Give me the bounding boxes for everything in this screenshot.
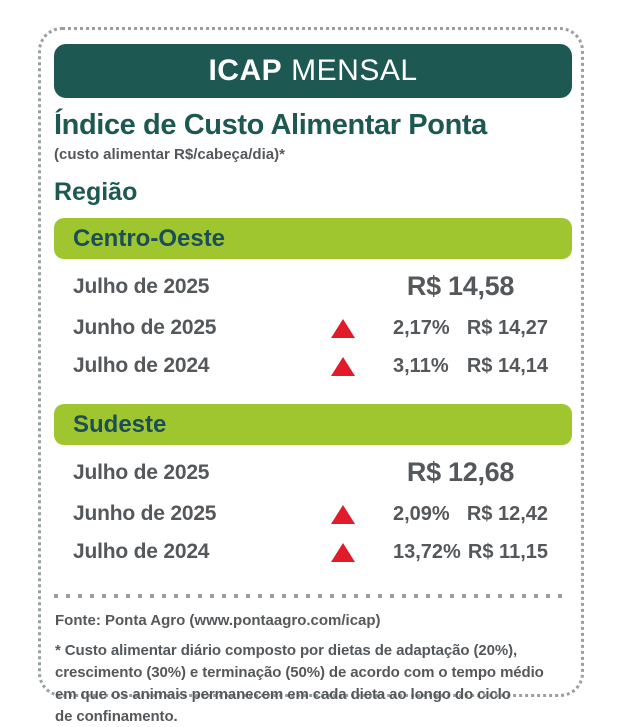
source-line: Fonte: Ponta Agro (www.pontaagro.com/icap) <box>54 612 572 629</box>
data-row-comparison <box>54 495 572 533</box>
current-value: R$ 12,68 <box>373 457 548 488</box>
footnote-line: crescimento (30%) e terminação (50%) de acordo com o tempo médio <box>55 662 572 684</box>
icap-report-card <box>38 27 584 697</box>
region-name: Centro-Oeste <box>73 225 225 253</box>
period-label: Julho de 2025 <box>73 275 329 299</box>
region-header-sudeste <box>54 404 572 445</box>
data-row-comparison <box>54 533 572 571</box>
badge-primary-text: ICAP <box>208 54 282 88</box>
delta-percent: 2,17% <box>373 317 453 340</box>
dotted-divider <box>54 594 566 598</box>
region-rows-sudeste <box>54 450 572 571</box>
data-row-current <box>54 264 572 309</box>
footnote-line: * Custo alimentar diário composto por dietas de adaptação (20%), <box>55 640 572 662</box>
footnote-line: em que os animais permanecem em cada dieta ao longo do ciclo <box>55 684 572 706</box>
page-subtitle: (custo alimentar R$/cabeça/dia)* <box>54 146 572 163</box>
arrow-up-icon <box>329 543 373 562</box>
region-rows-centro-oeste <box>54 264 572 385</box>
arrow-up-icon <box>329 319 373 338</box>
icap-mensal-badge <box>54 44 572 98</box>
period-value: R$ 11,15 <box>453 541 548 564</box>
period-label: Julho de 2025 <box>73 461 329 485</box>
delta-percent: 2,09% <box>373 503 453 526</box>
current-value: R$ 14,58 <box>373 271 548 302</box>
region-section-label: Região <box>54 178 572 207</box>
arrow-up-icon <box>329 505 373 524</box>
data-row-comparison <box>54 347 572 385</box>
period-label: Julho de 2024 <box>73 354 329 378</box>
region-header-centro-oeste <box>54 218 572 259</box>
period-label: Julho de 2024 <box>73 540 329 564</box>
footnote <box>54 640 572 727</box>
delta-percent: 13,72% <box>373 541 453 564</box>
period-label: Junho de 2025 <box>73 316 329 340</box>
data-row-current <box>54 450 572 495</box>
period-value: R$ 14,27 <box>453 317 548 340</box>
period-value: R$ 14,14 <box>453 355 548 378</box>
footnote-line: de confinamento. <box>55 706 572 727</box>
badge-secondary-text: MENSAL <box>291 54 417 88</box>
page-title: Índice de Custo Alimentar Ponta <box>54 107 572 143</box>
region-name: Sudeste <box>73 411 166 439</box>
period-value: R$ 12,42 <box>453 503 548 526</box>
arrow-up-icon <box>329 357 373 376</box>
period-label: Junho de 2025 <box>73 502 329 526</box>
delta-percent: 3,11% <box>373 355 453 378</box>
data-row-comparison <box>54 309 572 347</box>
